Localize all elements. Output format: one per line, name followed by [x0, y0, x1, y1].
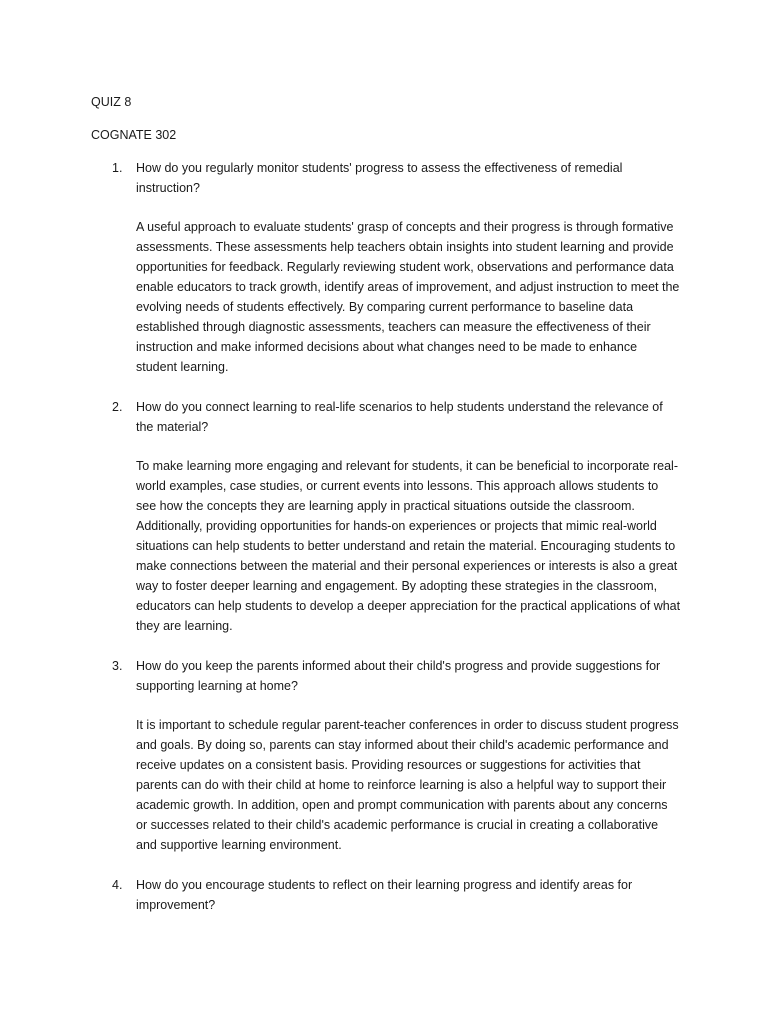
- answer-text: To make learning more engaging and relevant for students, it can be beneficial to incorporate real-world examples, case studies, or current events into lessons. This approach allows students to see how the concepts they are learning apply in practical situations outside the classroom. Additionally, providing opportunities for hands-on experiences or projects that mimic real-world situations can help students to better understand and retain the material. Encouraging students to make connections between the material and their personal experiences or interests is also a great way to foster deeper learning and engagement. By adopting these strategies in the classroom, educators can help students to develop a deeper appreciation for the practical applications of what they are learning.: [136, 459, 681, 633]
- question-number: 2.: [112, 400, 123, 414]
- question-list: [0, 158, 768, 935]
- question-number: 1.: [112, 161, 123, 175]
- quiz-title: QUIZ 8: [91, 95, 132, 109]
- question-number: 3.: [112, 659, 123, 673]
- question-number: 4.: [112, 878, 123, 892]
- question-item: [0, 397, 768, 636]
- answer-text: A useful approach to evaluate students' grasp of concepts and their progress is through formative assessments. These assessments help teachers obtain insights into student learning and provide opportunities for feedback. Regularly reviewing student work, observations and performance data enable educators to track growth, identify areas of improvement, and adjust instruction to meet the evolving needs of students effectively. By comparing current performance to baseline data established through diagnostic assessments, teachers can measure the effectiveness of their instruction and make informed decisions about what changes need to be made to enhance student learning.: [136, 220, 680, 374]
- course-code: COGNATE 302: [91, 128, 177, 142]
- question-text: How do you encourage students to reflect on their learning progress and identify areas for improvement?: [136, 878, 633, 912]
- question-item: [0, 158, 768, 377]
- question-text: How do you regularly monitor students' progress to assess the effectiveness of remedial instruction?: [136, 161, 623, 195]
- question-text: How do you keep the parents informed about their child's progress and provide suggestions for supporting learning at home?: [136, 659, 661, 693]
- answer-text: It is important to schedule regular parent-teacher conferences in order to discuss student progress and goals. By doing so, parents can stay informed about their child's academic performance and receive updates on a consistent basis. Providing resources or suggestions for activities that parents can do with their child at home to reinforce learning is also a helpful way to support their academic growth. In addition, open and prompt communication with parents about any concerns or successes related to their child's academic performance is crucial in creating a collaborative and supportive learning environment.: [136, 718, 679, 852]
- question-item: [0, 875, 768, 915]
- question-text: How do you connect learning to real-life scenarios to help students understand the relevance of the material?: [136, 400, 663, 434]
- question-item: [0, 656, 768, 855]
